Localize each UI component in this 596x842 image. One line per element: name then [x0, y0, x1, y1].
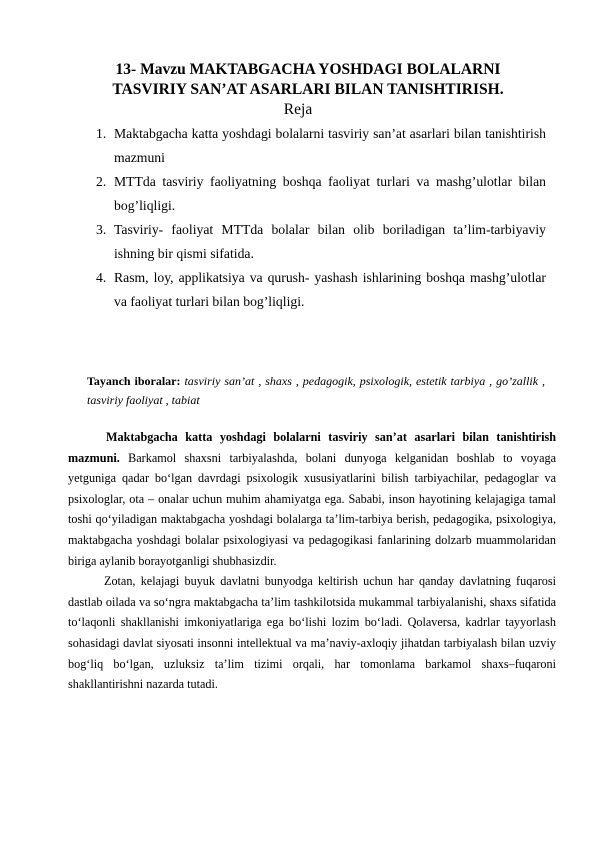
document-title — [60, 60, 556, 100]
plan-list — [96, 122, 546, 314]
keywords-block — [87, 372, 545, 410]
title-line-1: 13- Mavzu MAKTABGACHA YOSHDAGI BOLALARNI — [115, 61, 501, 78]
keywords-label: Tayanch iboralar: — [87, 374, 181, 388]
plan-item-text: Tasviriy- faoliyat MTTda bolalar bilan olib boriladigan ta’lim-tarbiyaviy ishning bir qismi sifatida. — [114, 222, 546, 261]
plan-item — [96, 218, 546, 266]
plan-item-text: Maktabgacha katta yoshdagi bolalarni tasviriy san’at asarlari bilan tanishtirish mazmuni — [114, 126, 546, 165]
paragraph-1-lead: Maktabgacha katta yoshdagi bolalarni tasviriy san’at asarlari bilan tanishtirish mazmuni. — [68, 430, 556, 465]
plan-item-text: MTTda tasviriy faoliyatning boshqa faoliyat turlari va mashg’ulotlar bilan bog’liqligi. — [114, 174, 546, 213]
plan-item-number: 4. — [96, 270, 107, 285]
keywords-list: tasviriy san’at , shaxs , pedagogik, psixologik, estetik tarbiya , go’zallik , tasviriy faoliyat , tabiat — [87, 374, 546, 407]
plan-item — [96, 122, 546, 170]
plan-item-text: Rasm, loy, applikatsiya va qurush- yashash ishlarining boshqa mashg’ulotlar va faoliyat turlari bilan bog’liqligi. — [114, 270, 546, 309]
paragraph-2-text: Zotan, kelajagi buyuk davlatni bunyodga keltirish uchun har qanday davlatning fuqarosi dastlab oilada va so‘ngra maktabgacha ta’lim tashkilotsida mukammal tarbiyalanishi, shaxs sifatida to‘laqonli shakllanishi imkoniyatlariga ega bo‘lishi lozim bo‘ladi. Qolaversa, kadrlar tayyorlash sohasidagi davlat siyosati insonni intellektual va ma’naviy-axloqiy jihatdan tarbiyalash bilan uzviy bog‘liq bo‘lgan, uzluksiz ta’lim tizimi orqali, har tomonlama barkamol shaxs–fuqaroni shakllantirishni nazarda tutadi. — [68, 574, 556, 692]
paragraph-1-text: Barkamol shaxsni tarbiyalashda, bolani dunyoga kelganidan boshlab to voyaga yetguniga qadar bo‘lgan davrdagi psixologik xususiyatlarini bilish tarbiyachilar, pedagoglar va psixologlar, ota – onalar uchun muhim ahamiyatga ega. Sababi, inson hayotining kelajagiga tamal toshi qo‘yiladigan maktabgacha yoshdagi bolalarga ta’lim-tarbiya berish, pedagogika, psixologiya, maktabgacha yoshdagi bolalar psixologiyasi va pedagogikasi fanlarining dolzarb muammolaridan biriga aylanib borayotganligi shubhasizdir. — [68, 450, 556, 568]
plan-item-number: 3. — [96, 222, 107, 237]
title-line-2: TASVIRIY SAN’AT ASARLARI BILAN TANISHTIRISH. — [112, 81, 504, 98]
plan-item — [96, 266, 546, 314]
paragraph-2 — [68, 571, 556, 695]
plan-item-number: 1. — [96, 126, 107, 141]
plan-item — [96, 170, 546, 218]
paragraph-1 — [68, 427, 556, 571]
body-text — [68, 427, 556, 695]
plan-heading: Reja — [283, 101, 313, 118]
plan-item-number: 2. — [96, 174, 107, 189]
